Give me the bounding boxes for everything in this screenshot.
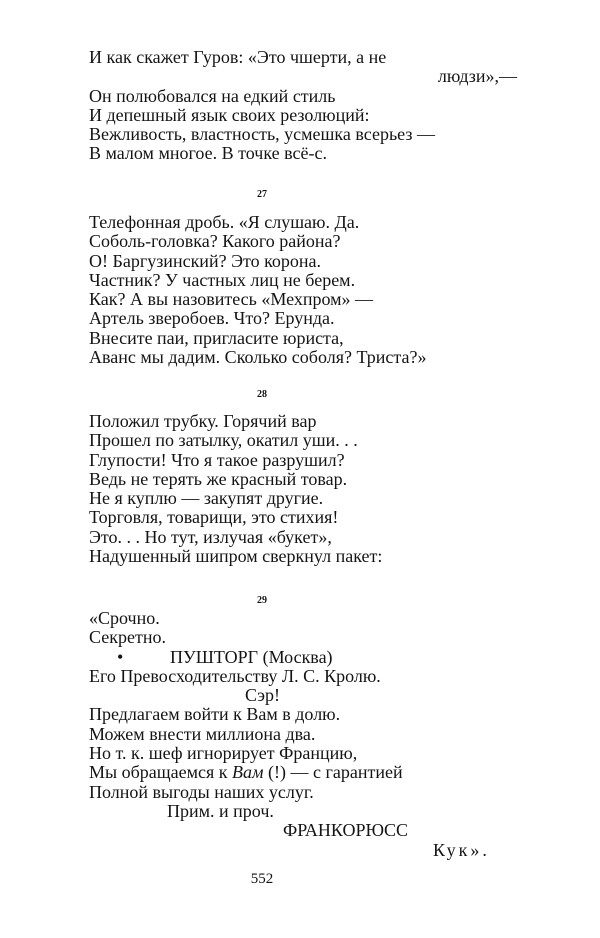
verse-line: Его Превосходительству Л. С. Кролю. (89, 665, 381, 686)
stanza-28 (89, 412, 382, 566)
stanza-intro (89, 48, 517, 164)
page-number: 552 (250, 871, 274, 887)
stanza-27 (89, 213, 426, 367)
bullet-mark: • (117, 646, 124, 667)
emphasis-text: Вам (232, 762, 264, 783)
verse-line: Телефонная дробь. «Я слушаю. Да. (89, 212, 360, 232)
verse-line: Ведь не терять же красный товар. (89, 468, 348, 489)
verse-line: Полной выгоды наших услуг. (89, 781, 314, 802)
verse-line: Положил трубку. Горячий вар (89, 411, 317, 431)
signature-name: ФРАНКОРЮСС (283, 820, 409, 841)
verse-line: Он полюбовался на едкий стиль (89, 85, 336, 106)
verse-line: О! Баргузинский? Это корона. (89, 250, 322, 271)
verse-line: людзи»,— (437, 66, 517, 87)
verse-line: Надушенный шипром сверкнул пакет: (89, 546, 383, 567)
verse-text: Мы обращаемся к (89, 762, 232, 783)
verse-line: Частник? У частных лиц не берем. (89, 269, 356, 290)
verse-line: Не я куплю — закупят другие. (89, 488, 324, 509)
verse-line: Предлагаем войти к Вам в долю. (89, 704, 341, 725)
verse-line: И как скажет Гуров: «Это чшерти, а не (89, 47, 387, 67)
salutation: Сэр! (245, 685, 280, 706)
section-number: 29 (257, 595, 267, 606)
verse-line: Можем внести миллиона два. (89, 723, 316, 744)
verse-line: Артель зверобоев. Что? Ерунда. (89, 308, 335, 329)
signature-surname: Кук». (433, 839, 490, 860)
section-number: 28 (257, 389, 267, 400)
verse-line: «Срочно. (89, 608, 160, 628)
verse-line: Это. . . Но тут, излучая «букет», (89, 526, 332, 547)
stanza-29-telegram (89, 609, 490, 860)
verse-line (89, 763, 490, 782)
verse-line: И депешный язык своих резолюций: (89, 104, 370, 125)
verse-text: (!) — с гарантией (263, 762, 403, 783)
section-number: 27 (257, 189, 267, 200)
verse-line: Прошел по затылку, окатил уши. . . (89, 430, 358, 451)
letterhead-sender: ПУШТОРГ (Москва) (170, 646, 333, 667)
verse-line (89, 648, 490, 667)
verse-line: Вежливость, властность, усмешка всерьез — (89, 124, 435, 145)
closing-line: Прим. и проч. (167, 800, 274, 821)
verse-line: Торговля, товарищи, это стихия! (89, 507, 339, 528)
verse-line: Как? А вы назовитесь «Мехпром» — (89, 289, 374, 310)
verse-line: В малом многое. В точке всё-с. (89, 143, 327, 164)
verse-line: Аванс мы дадим. Сколько соболя? Триста?» (89, 347, 427, 368)
verse-line: Но т. к. шеф игнорирует Францию, (89, 743, 358, 764)
verse-line: Соболь-головка? Какого района? (89, 231, 341, 252)
verse-line: Глупости! Что я такое разрушил? (89, 449, 345, 470)
verse-line: Секретно. (89, 627, 166, 648)
verse-line: Внесите паи, пригласите юриста, (89, 327, 344, 348)
